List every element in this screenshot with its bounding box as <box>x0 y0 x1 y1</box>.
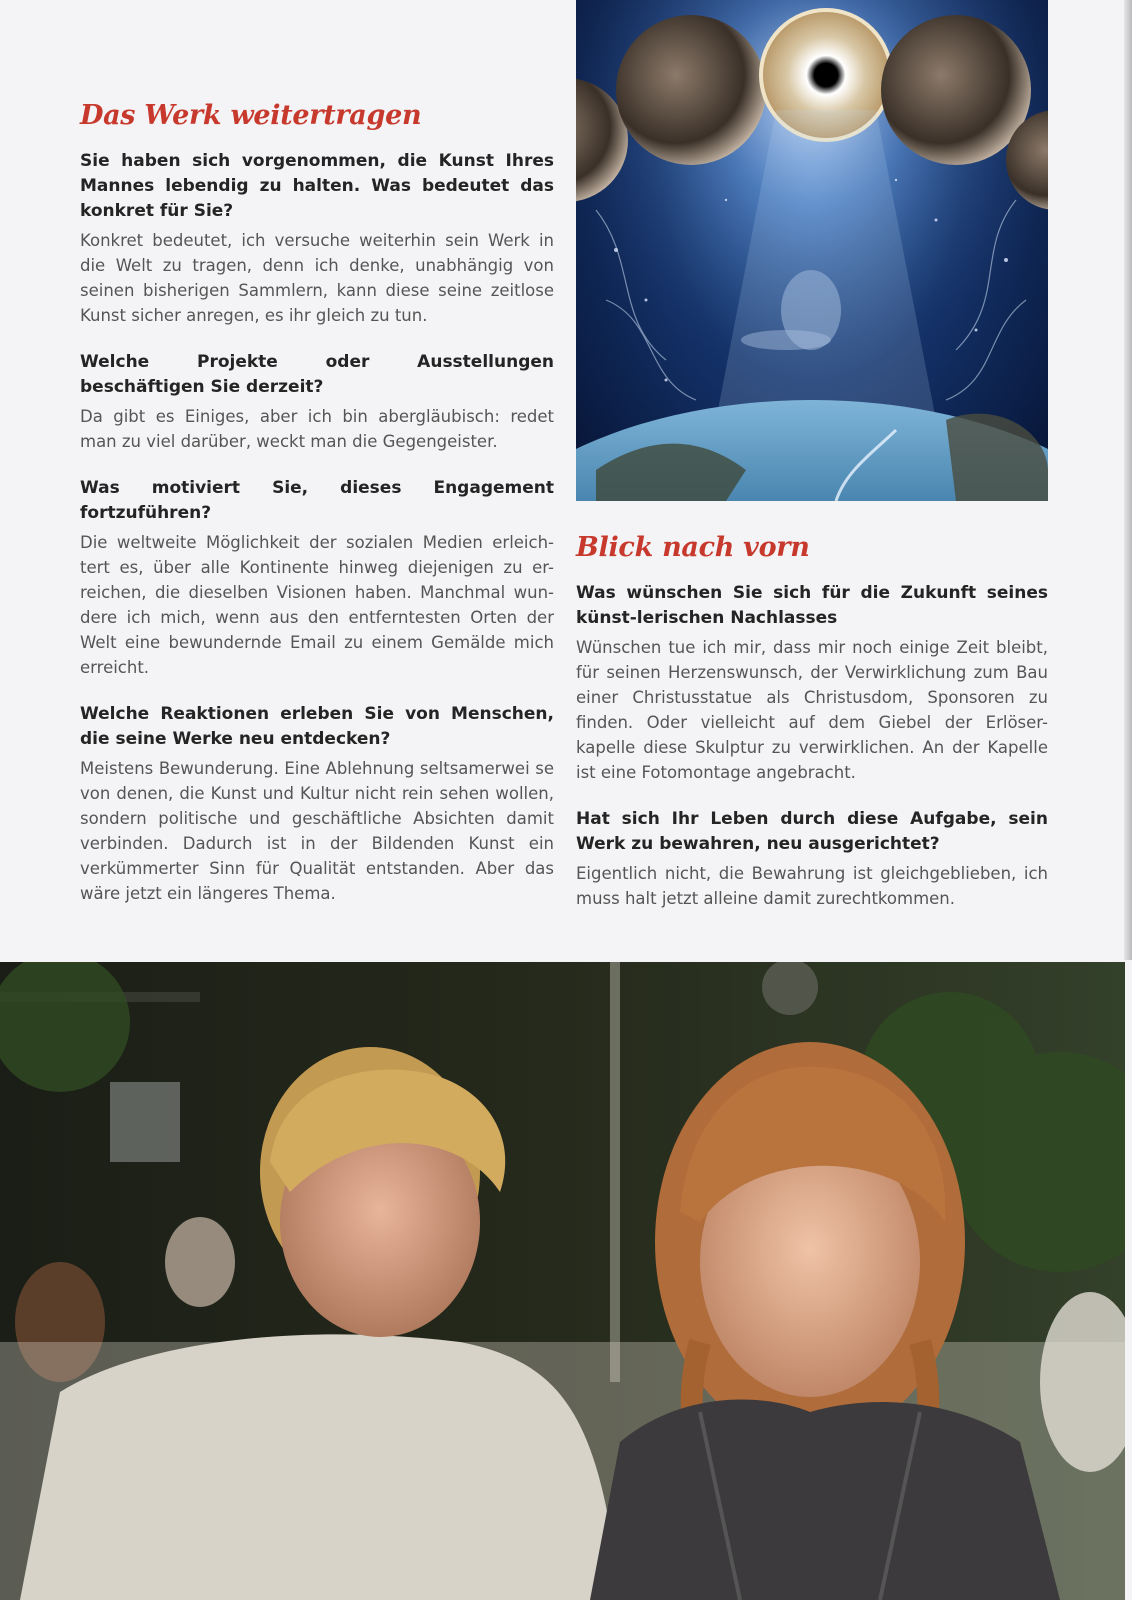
qa-item <box>80 149 554 328</box>
answer: Konkret bedeutet, ich versuche weiterhin sein Werk in die Welt zu tragen, denn ich denke, unabhängig von seinen bisherigen Sammlern, kann diese seine zeitlose Kunst sicher anregen, es ihr gleich zu tun. <box>80 231 554 325</box>
qa-item <box>80 702 554 906</box>
qa-item <box>576 807 1048 911</box>
answer: Eigentlich nicht, die Bewahrung ist gleichgeblieben, ich muss halt jetzt alleine damit zurechtkommen. <box>576 864 1048 908</box>
question: Was wünschen Sie sich für die Zukunft seines künst-lerischen Nachlasses <box>576 583 1048 628</box>
left-column <box>80 100 554 928</box>
question: Sie haben sich vorgenommen, die Kunst Ihres Mannes lebendig zu halten. Was bedeutet das konkret für Sie? <box>80 151 554 221</box>
couple-photograph <box>0 962 1125 1600</box>
cosmic-painting-image <box>576 0 1048 501</box>
qa-item <box>80 476 554 680</box>
answer: Die weltweite Möglichkeit der sozialen Medien erleich-tert es, über alle Kontinente hinweg diejenigen zu er-reichen, die dieselben Visionen haben. Manchmal wun-dere ich mich, wenn aus den entferntesten Orten der Welt eine bewundernde Email zu einem Gemälde mich erreicht. <box>80 533 554 677</box>
right-column <box>576 532 1048 933</box>
qa-item <box>576 581 1048 785</box>
answer: Da gibt es Einiges, aber ich bin abergläubisch: redet man zu viel darüber, weckt man die Gegengeister. <box>80 407 554 451</box>
page-edge-shadow <box>1124 0 1132 960</box>
section-heading-das-werk: Das Werk weitertragen <box>80 100 422 131</box>
question: Welche Reaktionen erleben Sie von Menschen, die seine Werke neu entdecken? <box>80 704 554 749</box>
question: Was motiviert Sie, dieses Engagement fortzuführen? <box>80 478 554 523</box>
question: Hat sich Ihr Leben durch diese Aufgabe, sein Werk zu bewahren, neu ausgerichtet? <box>576 809 1048 854</box>
qa-item <box>80 350 554 454</box>
answer: Meistens Bewunderung. Eine Ablehnung seltsamerwei se von denen, die Kunst und Kultur nicht rein sehen wollen, sondern politische und geschäftliche Absichten damit verbinden. Dadurch ist in der Bildenden Kunst ein verkümmerter Sinn für Qualität entstanden. Aber das wäre jetzt ein längeres Thema. <box>80 759 554 903</box>
question: Welche Projekte oder Ausstellungen beschäftigen Sie derzeit? <box>80 352 554 397</box>
answer: Wünschen tue ich mir, dass mir noch einige Zeit bleibt, für seinen Herzenswunsch, der Verwirklichung zum Bau einer Christusstatue als Christusdom, Sponsoren zu finden. Oder vielleicht auf dem Giebel der Erlöser-kapelle diese Skulptur zu verwirklichen. An der Kapelle ist eine Fotomontage angebracht. <box>576 638 1048 782</box>
section-heading-blick-nach-vorn: Blick nach vorn <box>576 532 810 563</box>
